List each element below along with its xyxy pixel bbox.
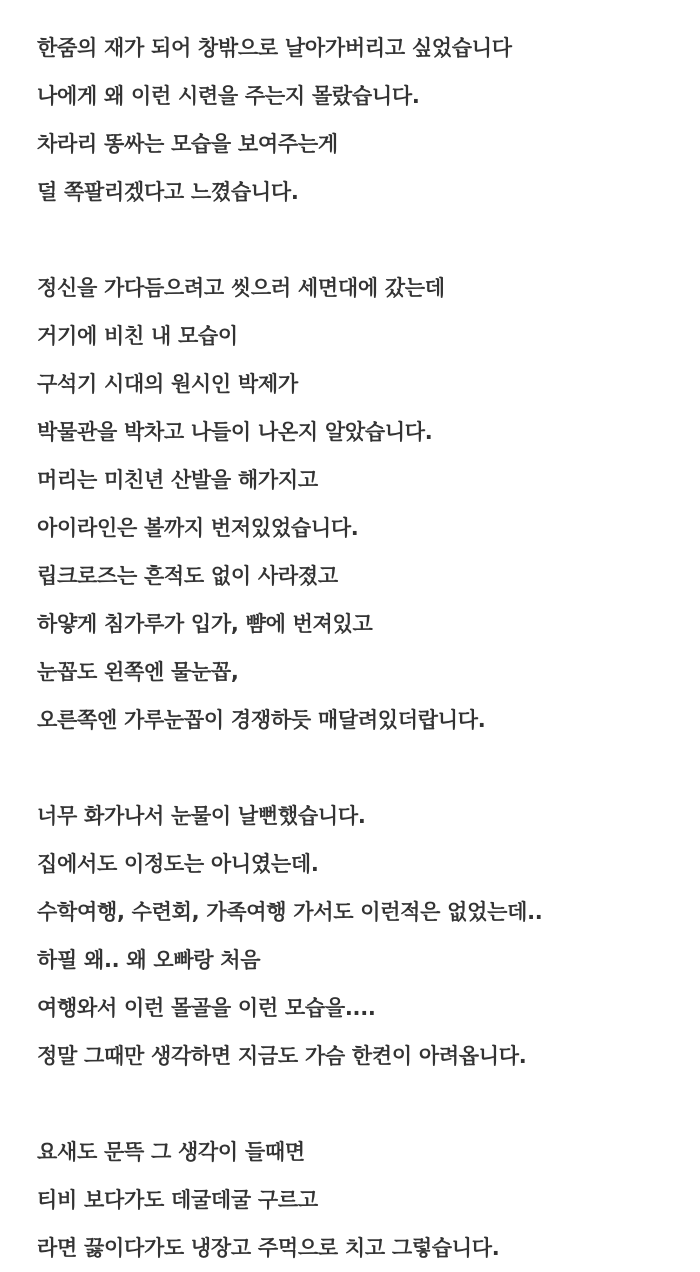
text-line: 차라리 똥싸는 모습을 보여주는게 — [37, 132, 338, 156]
paragraph-3 — [37, 792, 687, 1080]
text-line: 한줌의 재가 되어 창밖으로 날아가버리고 싶었습니다 — [37, 36, 512, 60]
text-line: 머리는 미친년 산발을 해가지고 — [37, 468, 318, 492]
paragraph-4 — [37, 1128, 687, 1272]
text-line: 티비 보다가도 데굴데굴 구르고 — [37, 1188, 318, 1212]
text-line: 박물관을 박차고 나들이 나온지 알았습니다. — [37, 420, 433, 444]
text-line: 아이라인은 볼까지 번저있었습니다. — [37, 516, 359, 540]
text-line: 구석기 시대의 원시인 박제가 — [37, 372, 298, 396]
text-line: 요새도 문뜩 그 생각이 들때면 — [37, 1140, 305, 1164]
text-line: 덜 쪽팔리겠다고 느꼈습니다. — [37, 180, 299, 204]
text-line: 눈꼽도 왼쪽엔 물눈꼽, — [37, 660, 239, 684]
paragraph-gap — [37, 216, 687, 264]
text-line: 하얗게 침가루가 입가, 뺨에 번져있고 — [37, 612, 373, 636]
text-line: 너무 화가나서 눈물이 날뻔했습니다. — [37, 804, 366, 828]
text-line: 수학여행, 수련회, 가족여행 가서도 이런적은 없었는데.. — [37, 900, 543, 924]
post-body — [37, 24, 687, 1272]
text-line: 하필 왜.. 왜 오빠랑 처음 — [37, 948, 261, 972]
text-line: 여행와서 이런 몰골을 이런 모습을.... — [37, 996, 376, 1020]
paragraph-gap — [37, 744, 687, 792]
text-line: 라면 끓이다가도 냉장고 주먹으로 치고 그렇습니다. — [37, 1236, 500, 1260]
text-line: 립크로즈는 흔적도 없이 사라졌고 — [37, 564, 338, 588]
paragraph-1 — [37, 24, 687, 216]
text-line: 집에서도 이정도는 아니였는데. — [37, 852, 319, 876]
text-line: 정신을 가다듬으려고 씻으러 세면대에 갔는데 — [37, 276, 445, 300]
paragraph-gap — [37, 1080, 687, 1128]
text-line: 정말 그때만 생각하면 지금도 가슴 한켠이 아려옵니다. — [37, 1044, 527, 1068]
paragraph-2 — [37, 264, 687, 744]
text-line: 나에게 왜 이런 시련을 주는지 몰랐습니다. — [37, 84, 420, 108]
text-line: 거기에 비친 내 모습이 — [37, 324, 238, 348]
text-line: 오른쪽엔 가루눈꼽이 경쟁하듯 매달려있더랍니다. — [37, 708, 486, 732]
